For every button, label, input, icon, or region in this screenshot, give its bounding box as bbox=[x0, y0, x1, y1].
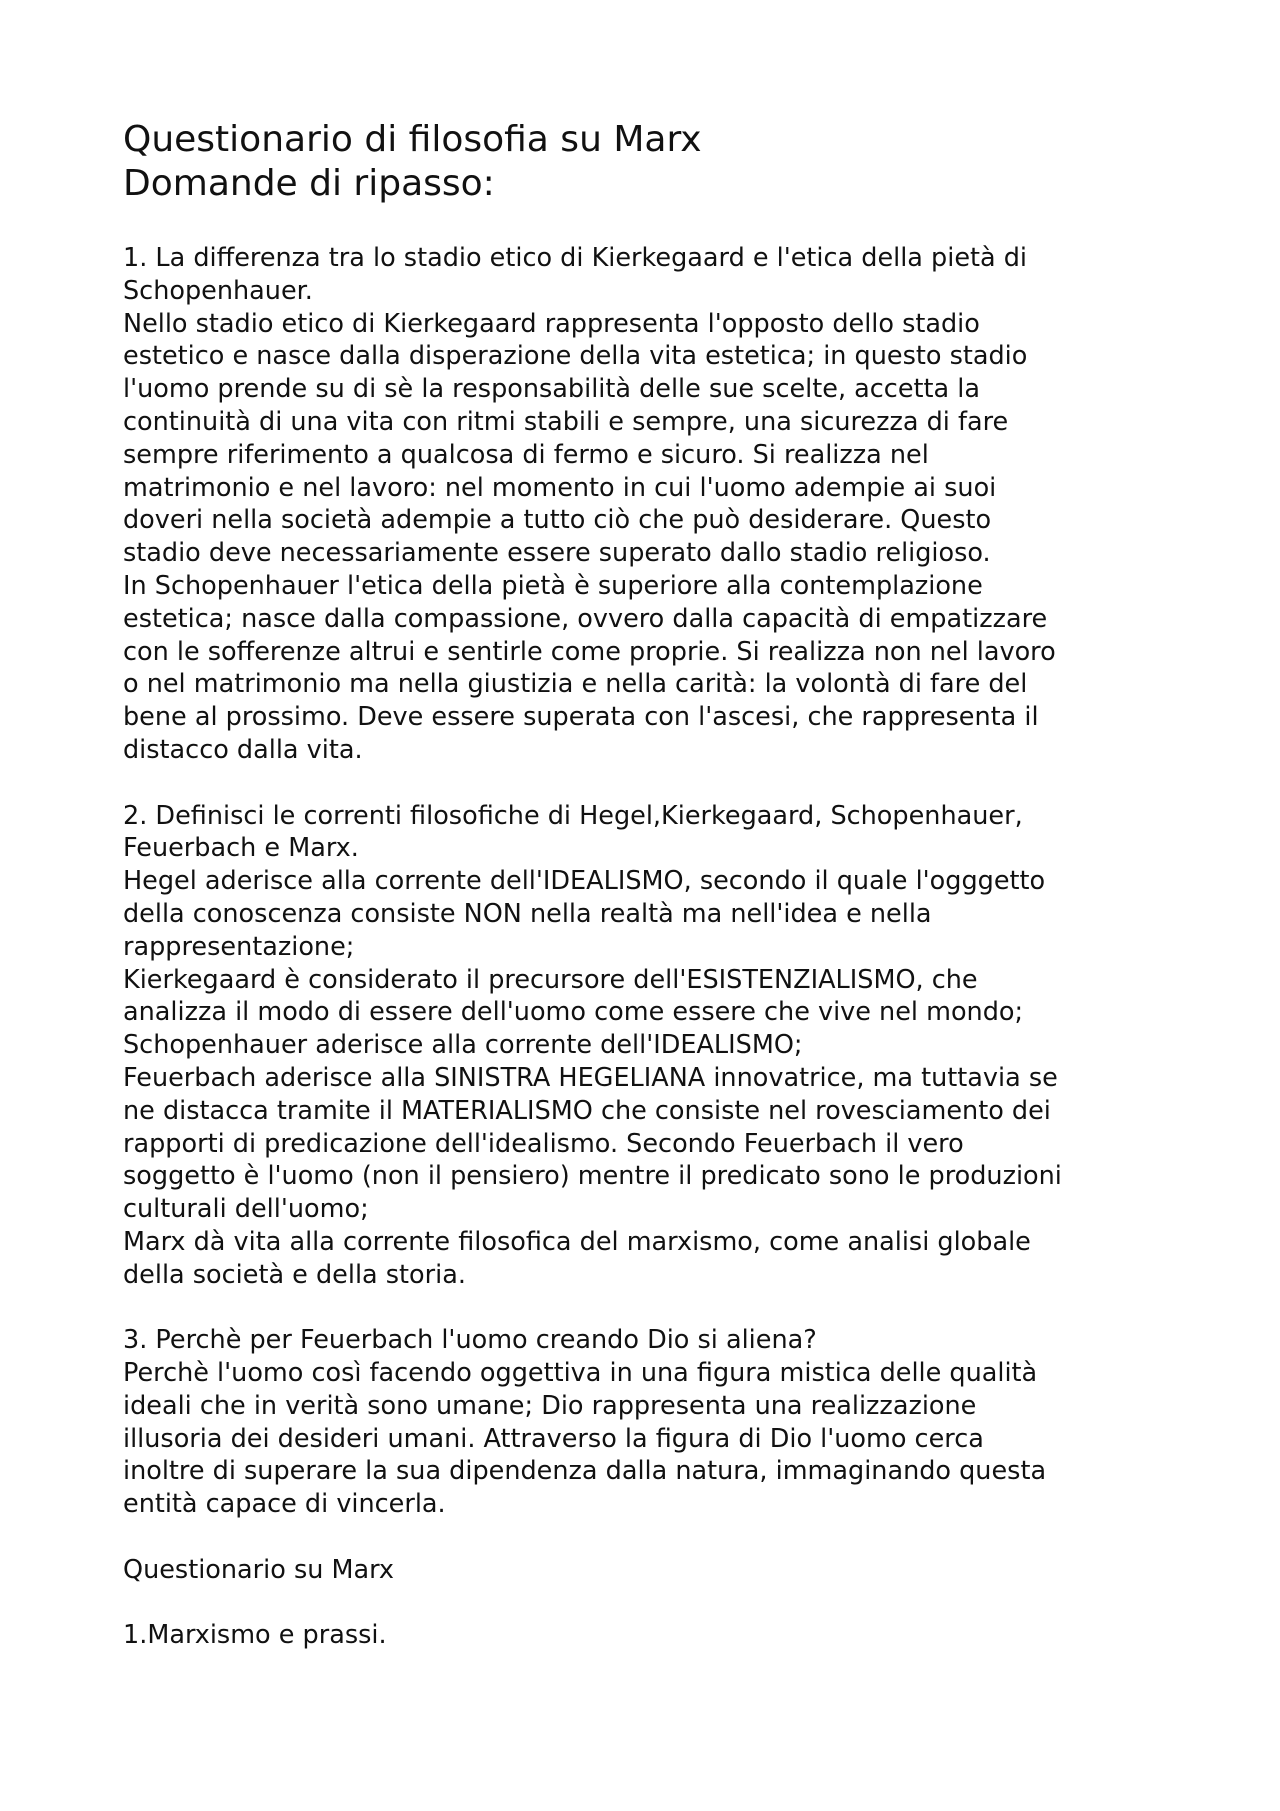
answer-1-line: estetica; nasce dalla compassione, ovvero dalla capacità di empatizzare bbox=[123, 603, 1048, 634]
question-3-block bbox=[123, 1324, 1168, 1521]
answer-1-line: continuità di una vita con ritmi stabili e sempre, una sicurezza di fare bbox=[123, 406, 1009, 437]
answer-1-line: bene al prossimo. Deve essere superata con l'ascesi, che rappresenta il bbox=[123, 702, 1039, 733]
answer-3-line: ideali che in verità sono umane; Dio rappresenta una realizzazione bbox=[123, 1390, 977, 1421]
answer-2-line: ne distacca tramite il MATERIALISMO che consiste nel rovesciamento dei bbox=[123, 1095, 1051, 1126]
answer-3-line: inoltre di superare la sua dipendenza dalla natura, immaginando questa bbox=[123, 1456, 1047, 1487]
answer-3-line: Perchè l'uomo così facendo oggettiva in una figura mistica delle qualità bbox=[123, 1358, 1038, 1389]
answer-1-line: con le sofferenze altrui e sentirle come proprie. Si realizza non nel lavoro bbox=[123, 636, 1056, 667]
document-page bbox=[123, 118, 1168, 1652]
paragraph-gap bbox=[123, 1521, 1168, 1554]
title-block bbox=[123, 118, 1168, 206]
answer-1-line: l'uomo prende su di sè la responsabilità delle sue scelte, accetta la bbox=[123, 374, 980, 405]
answer-2-line: soggetto è l'uomo (non il pensiero) mentre il predicato sono le produzioni bbox=[123, 1161, 1062, 1192]
answer-1-line: o nel matrimonio ma nella giustizia e nella carità: la volontà di fare del bbox=[123, 669, 1028, 700]
answer-2-line: Kierkegaard è considerato il precursore dell'ESISTENZIALISMO, che bbox=[123, 964, 978, 995]
question-3-line: 3. Perchè per Feuerbach l'uomo creando Dio si aliena? bbox=[123, 1325, 817, 1356]
answer-2-line: Schopenhauer aderisce alla corrente dell'IDEALISMO; bbox=[123, 1030, 803, 1061]
answer-1-line: doveri nella società adempie a tutto ciò che può desiderare. Questo bbox=[123, 505, 992, 536]
answer-1-line: stadio deve necessariamente essere superato dallo stadio religioso. bbox=[123, 538, 991, 569]
answer-1-line: sempre riferimento a qualcosa di fermo e sicuro. Si realizza nel bbox=[123, 439, 929, 470]
paragraph-gap bbox=[123, 1292, 1168, 1325]
answer-1-line: In Schopenhauer l'etica della pietà è superiore alla contemplazione bbox=[123, 570, 983, 601]
paragraph-gap bbox=[123, 1587, 1168, 1620]
question-1-line: 1. La differenza tra lo stadio etico di Kierkegaard e l'etica della pietà di bbox=[123, 243, 1028, 273]
answer-2-line: Hegel aderisce alla corrente dell'IDEALISMO, secondo il quale l'ogggetto bbox=[123, 866, 1046, 897]
question-2-line: Feuerbach e Marx. bbox=[123, 833, 359, 864]
document-subtitle: Domande di ripasso: bbox=[123, 163, 495, 204]
answer-3-line: entità capace di vincerla. bbox=[123, 1489, 446, 1520]
answer-2-line: analizza il modo di essere dell'uomo come essere che vive nel mondo; bbox=[123, 997, 1024, 1028]
section-2-item-1: 1.Marxismo e prassi. bbox=[123, 1620, 387, 1651]
answer-1-line: distacco dalla vita. bbox=[123, 734, 363, 765]
answer-1-line: estetico e nasce dalla disperazione della vita estetica; in questo stadio bbox=[123, 341, 1028, 372]
section-2-heading: Questionario su Marx bbox=[123, 1554, 395, 1585]
answer-1-line: Nello stadio etico di Kierkegaard rappresenta l'opposto dello stadio bbox=[123, 308, 980, 339]
question-2-block bbox=[123, 800, 1168, 1292]
answer-2-line: della società e della storia. bbox=[123, 1259, 466, 1290]
answer-2-line: della conoscenza consiste NON nella realtà ma nell'idea e nella bbox=[123, 898, 932, 929]
paragraph-gap bbox=[123, 767, 1168, 800]
document-title: Questionario di filosofia su Marx bbox=[123, 119, 702, 160]
answer-2-line: Marx dà vita alla corrente filosofica del marxismo, come analisi globale bbox=[123, 1226, 1031, 1257]
question-1-line: Schopenhauer. bbox=[123, 275, 313, 306]
question-2-line: 2. Definisci le correnti filosofiche di Hegel,Kierkegaard, Schopenhauer, bbox=[123, 800, 1023, 831]
question-1-block bbox=[123, 242, 1168, 767]
answer-2-line: rapporti di predicazione dell'idealismo. Secondo Feuerbach il vero bbox=[123, 1128, 964, 1159]
answer-1-line: matrimonio e nel lavoro: nel momento in cui l'uomo adempie ai suoi bbox=[123, 472, 997, 503]
answer-2-line: culturali dell'uomo; bbox=[123, 1194, 369, 1225]
answer-3-line: illusoria dei desideri umani. Attraverso la figura di Dio l'uomo cerca bbox=[123, 1423, 984, 1454]
answer-2-line: Feuerbach aderisce alla SINISTRA HEGELIANA innovatrice, ma tuttavia se bbox=[123, 1062, 1058, 1093]
answer-2-line: rappresentazione; bbox=[123, 931, 355, 962]
